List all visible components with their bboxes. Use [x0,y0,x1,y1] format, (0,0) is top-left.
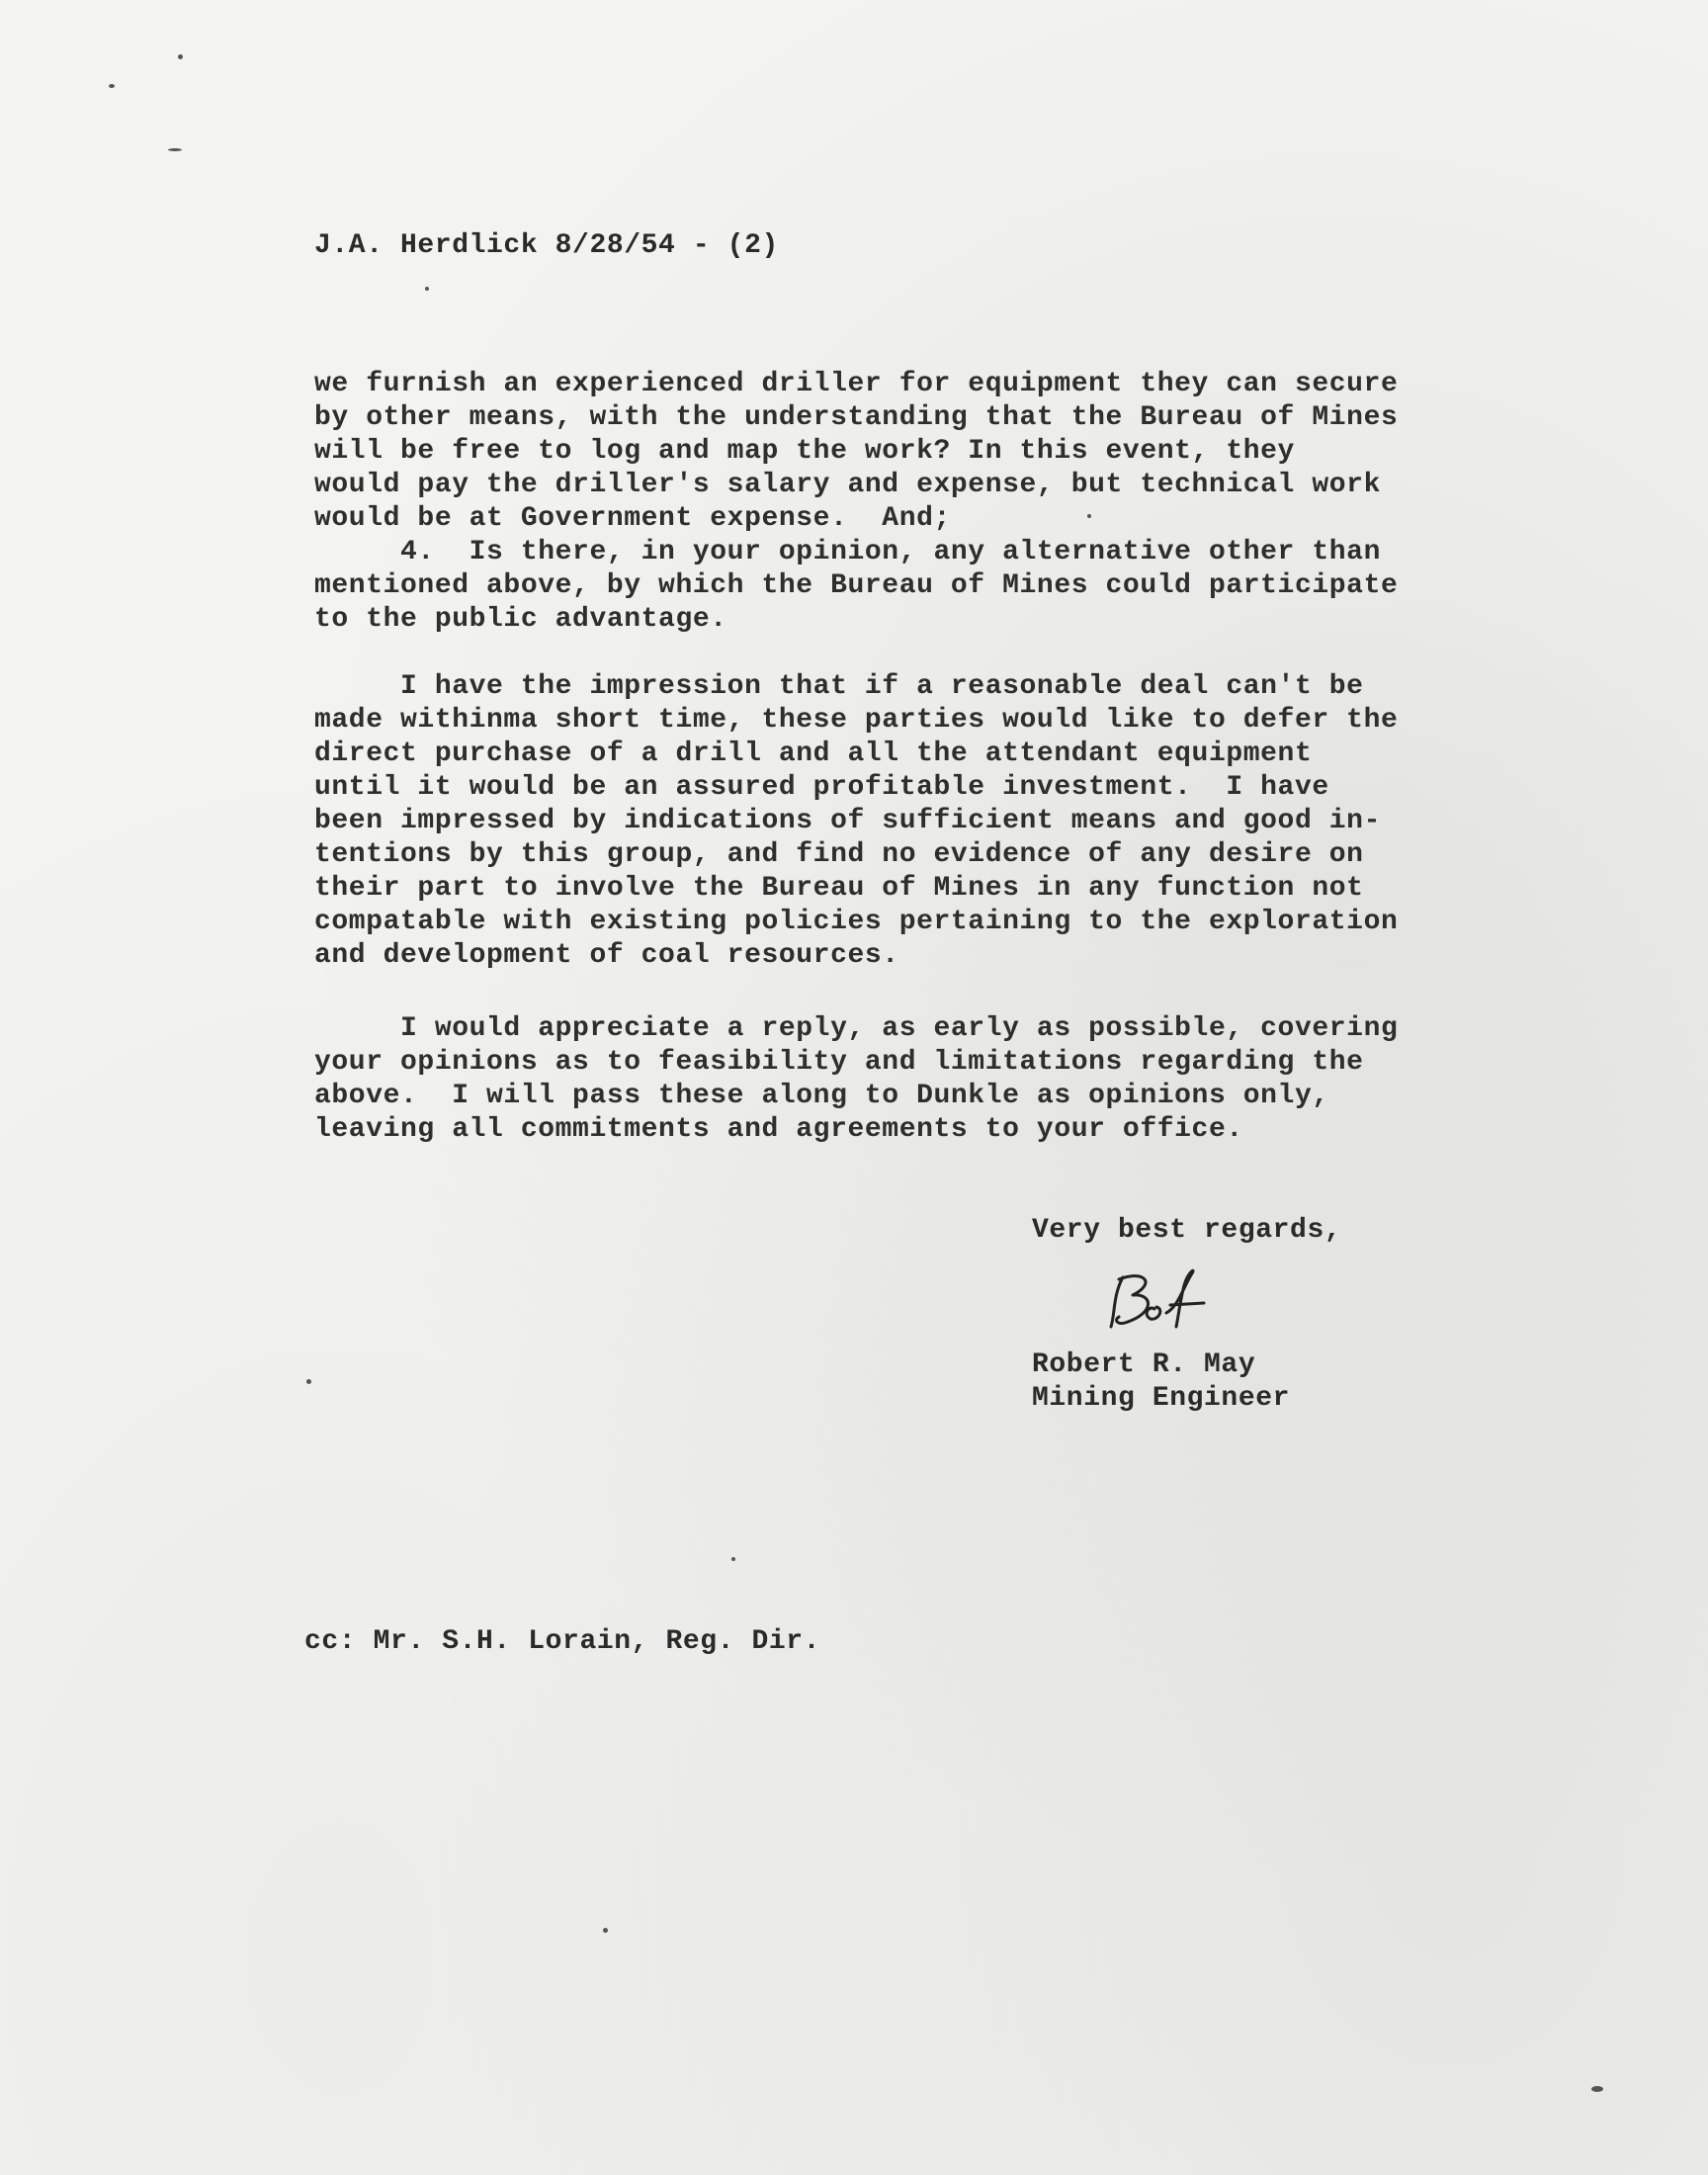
paragraph-line: above. I will pass these along to Dunkle as opinions only, [314,1081,1329,1111]
scan-speck [731,1557,735,1561]
paragraph-line: I would appreciate a reply, as early as possible, covering [314,1013,1399,1044]
handwritten-signature [1105,1265,1224,1335]
paragraph-line: been impressed by indications of sufficient means and good in- [314,806,1381,836]
paragraph-line: leaving all commitments and agreements to your office. [314,1114,1243,1145]
scan-speck [1591,2086,1603,2092]
paragraph-line: made withinma short time, these parties would like to defer the [314,705,1399,736]
scan-speck [425,287,429,291]
scan-speck [178,54,183,59]
paragraph-line: and development of coal resources. [314,940,899,971]
scan-speck [168,148,182,151]
signer-name: Robert R. May [1032,1349,1256,1380]
body-line: we furnish an experienced driller for equipment they can secure [314,369,1399,399]
body-line: by other means, with the understanding that the Bureau of Mines [314,402,1399,433]
body-line: would be at Government expense. And; [314,503,951,534]
page-header: J.A. Herdlick 8/28/54 - (2) [314,230,779,261]
paragraph-line: compatable with existing policies pertaining to the exploration [314,907,1399,937]
body-line: will be free to log and map the work? In this event, they [314,436,1295,467]
paragraph-line: I have the impression that if a reasonable deal can't be [314,671,1364,702]
scan-speck [306,1379,311,1384]
body-line: to the public advantage. [314,604,727,635]
paragraph-line: tentions by this group, and find no evidence of any desire on [314,839,1364,870]
paragraph-line: until it would be an assured profitable investment. I have [314,772,1329,803]
scan-speck [109,84,115,88]
paragraph-line: your opinions as to feasibility and limitations regarding the [314,1047,1364,1078]
closing-salutation: Very best regards, [1032,1215,1342,1246]
scan-speck [1087,514,1091,518]
paragraph-line: direct purchase of a drill and all the attendant equipment [314,739,1313,769]
signer-title: Mining Engineer [1032,1383,1291,1414]
cc-line: cc: Mr. S.H. Lorain, Reg. Dir. [304,1626,821,1657]
scan-speck [603,1928,608,1933]
body-line: mentioned above, by which the Bureau of Mines could participate [314,570,1399,601]
body-line: would pay the driller's salary and expense, but technical work [314,470,1381,500]
body-line: 4. Is there, in your opinion, any alternative other than [314,537,1381,567]
paragraph-line: their part to involve the Bureau of Mines in any function not [314,873,1364,904]
